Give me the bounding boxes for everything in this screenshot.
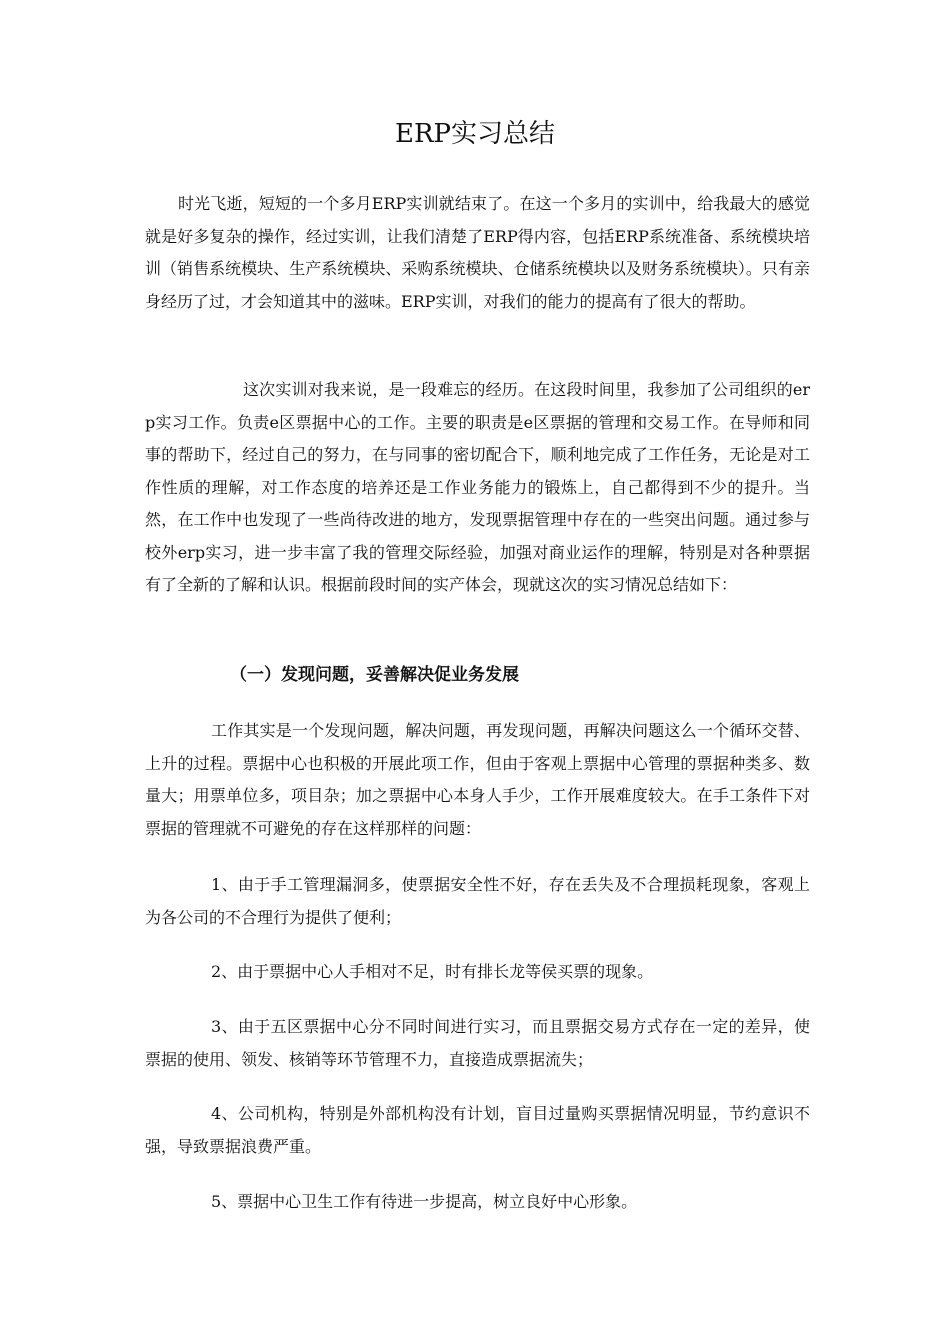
list-item: 4、公司机构，特别是外部机构没有计划，盲目过量购买票据情况明显，节约意识不强，导致票据浪费严重。 (145, 1104, 810, 1156)
experience-paragraph: 这次实训对我来说，是一段难忘的经历。在这段时间里，我参加了公司组织的erp实习工作。负责e区票据中心的工作。主要的职责是e区票据的管理和交易工作。在导师和同事的帮助下，经过自己的努力，在与同事的密切配合下，顺利地完成了工作任务，无论是对工作性质的理解，对工作态度的培养还是工作业务能力的锻炼上，自己都得到不少的提升。当然，在工作中也发现了一些尚待改进的地方，发现票据管理中存在的一些突出问题。通过参与校外erp实习，进一步丰富了我的管理交际经验，加强对商业运作的理解，特别是对各种票据有了全新的了解和认识。根据前段时间的实产体会，现就这次的实习情况总结如下： (145, 380, 810, 594)
document-title: ERP实习总结 (394, 119, 556, 149)
intro-paragraph: 时光飞逝，短短的一个多月ERP实训就结束了。在这一个多月的实训中，给我最大的感觉就是好多复杂的操作，经过实训，让我们清楚了ERP得内容，包括ERP系统准备、系统模块培训（销售系统模块、生产系统模块、采购系统模块、仓储系统模块以及财务系统模块）。只有亲身经历了过，才会知道其中的滋味。ERP实训，对我们的能力的提高有了很大的帮助。 (145, 194, 810, 311)
list-item: 2、由于票据中心人手相对不足，时有排长龙等侯买票的现象。 (211, 962, 654, 981)
section-intro-paragraph: 工作其实是一个发现问题，解决问题，再发现问题，再解决问题这么一个循环交替、上升的过程。票据中心也积极的开展此项工作，但由于客观上票据中心管理的票据种类多、数量大；用票单位多，项目杂；加之票据中心本身人手少，工作开展难度较大。在手工条件下对票据的管理就不可避免的存在这样那样的问题： (145, 721, 810, 838)
list-item: 1、由于手工管理漏洞多，使票据安全性不好，存在丢失及不合理损耗现象，客观上为各公司的不合理行为提供了便利； (145, 875, 810, 927)
list-item: 5、票据中心卫生工作有待进一步提高，树立良好中心形象。 (211, 1192, 638, 1211)
section-heading: （一）发现问题，妥善解决促业务发展 (230, 665, 519, 685)
list-item: 3、由于五区票据中心分不同时间进行实习，而且票据交易方式存在一定的差异，使票据的使用、领发、核销等环节管理不力，直接造成票据流失； (145, 1017, 810, 1069)
